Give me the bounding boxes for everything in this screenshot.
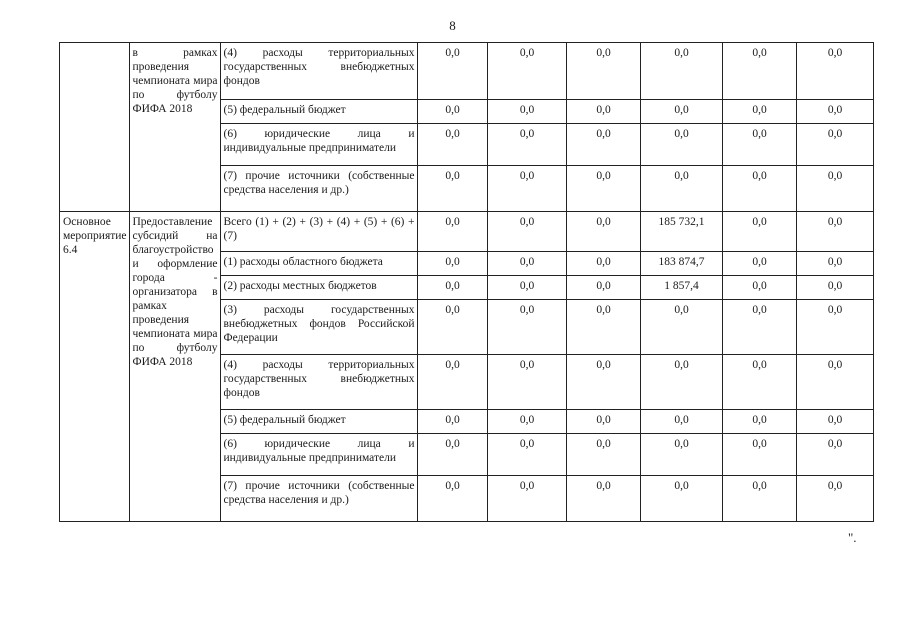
table-row [60, 212, 874, 252]
amount-cell: 0,0 [722, 355, 796, 410]
amount-cell: 0,0 [722, 300, 796, 355]
amount-cell: 0,0 [796, 355, 873, 410]
amount-cell: 0,0 [417, 300, 487, 355]
amount-cell: 0,0 [417, 355, 487, 410]
closing-quote-mark: ". [848, 530, 857, 545]
amount-cell: 0,0 [417, 252, 487, 276]
amount-cell: 0,0 [796, 100, 873, 124]
amount-cell: 1 857,4 [640, 276, 722, 300]
amount-cell: 0,0 [722, 124, 796, 166]
funding-source-cell: (6) юридические лица и индивидуальные предприниматели [220, 434, 417, 476]
table-row [60, 43, 874, 100]
amount-cell: 0,0 [796, 212, 873, 252]
amount-cell: 0,0 [722, 43, 796, 100]
amount-cell: 185 732,1 [640, 212, 722, 252]
amount-cell: 0,0 [566, 476, 640, 522]
amount-cell: 0,0 [566, 43, 640, 100]
activity-description-cell: в рамках проведения чемпионата мира по футболу ФИФА 2018 [129, 43, 220, 212]
amount-cell: 0,0 [487, 100, 566, 124]
amount-cell: 0,0 [417, 410, 487, 434]
funding-source-cell: (6) юридические лица и индивидуальные предприниматели [220, 124, 417, 166]
amount-cell: 0,0 [417, 166, 487, 212]
amount-cell: 0,0 [487, 276, 566, 300]
amount-cell: 0,0 [722, 166, 796, 212]
amount-cell: 0,0 [487, 212, 566, 252]
amount-cell: 0,0 [640, 434, 722, 476]
amount-cell: 0,0 [487, 410, 566, 434]
amount-cell: 0,0 [417, 434, 487, 476]
amount-cell: 0,0 [640, 100, 722, 124]
amount-cell: 0,0 [487, 434, 566, 476]
amount-cell: 0,0 [796, 410, 873, 434]
funding-source-cell: (4) расходы территориальных государственных внебюджетных фондов [220, 43, 417, 100]
funding-source-cell: (2) расходы местных бюджетов [220, 276, 417, 300]
budget-table [59, 42, 874, 522]
amount-cell: 0,0 [487, 166, 566, 212]
amount-cell: 0,0 [722, 476, 796, 522]
activity-name-cell [60, 43, 130, 212]
amount-cell: 0,0 [487, 43, 566, 100]
funding-source-cell: (3) расходы государственных внебюджетных фондов Российской Федерации [220, 300, 417, 355]
amount-cell: 0,0 [566, 124, 640, 166]
amount-cell: 0,0 [566, 410, 640, 434]
funding-source-cell: (1) расходы областного бюджета [220, 252, 417, 276]
funding-source-cell: (5) федеральный бюджет [220, 410, 417, 434]
amount-cell: 0,0 [640, 476, 722, 522]
amount-cell: 0,0 [796, 434, 873, 476]
amount-cell: 0,0 [722, 276, 796, 300]
activity-name-cell: Основное мероприятие 6.4 [60, 212, 130, 522]
funding-source-cell: (4) расходы территориальных государственных внебюджетных фондов [220, 355, 417, 410]
amount-cell: 0,0 [417, 476, 487, 522]
amount-cell: 0,0 [640, 124, 722, 166]
funding-source-cell: (7) прочие источники (собственные средства населения и др.) [220, 476, 417, 522]
amount-cell: 0,0 [487, 355, 566, 410]
amount-cell: 0,0 [566, 434, 640, 476]
amount-cell: 0,0 [487, 476, 566, 522]
amount-cell: 0,0 [640, 300, 722, 355]
amount-cell: 0,0 [566, 276, 640, 300]
amount-cell: 0,0 [417, 100, 487, 124]
activity-description-cell: Предоставление субсидий на благоустройство и оформление города - организатора в рамках проведения чемпионата мира по футболу ФИФА 2018 [129, 212, 220, 522]
amount-cell: 0,0 [722, 434, 796, 476]
amount-cell: 0,0 [487, 300, 566, 355]
funding-source-cell: (5) федеральный бюджет [220, 100, 417, 124]
amount-cell: 0,0 [722, 100, 796, 124]
amount-cell: 0,0 [796, 124, 873, 166]
amount-cell: 0,0 [487, 124, 566, 166]
amount-cell: 0,0 [796, 43, 873, 100]
amount-cell: 183 874,7 [640, 252, 722, 276]
amount-cell: 0,0 [417, 43, 487, 100]
amount-cell: 0,0 [487, 252, 566, 276]
amount-cell: 0,0 [566, 100, 640, 124]
amount-cell: 0,0 [640, 43, 722, 100]
amount-cell: 0,0 [796, 252, 873, 276]
amount-cell: 0,0 [417, 276, 487, 300]
amount-cell: 0,0 [796, 476, 873, 522]
page-number: 8 [449, 18, 456, 33]
amount-cell: 0,0 [566, 212, 640, 252]
amount-cell: 0,0 [796, 276, 873, 300]
amount-cell: 0,0 [417, 212, 487, 252]
funding-source-cell: Всего (1) + (2) + (3) + (4) + (5) + (6) + (7) [220, 212, 417, 252]
amount-cell: 0,0 [566, 166, 640, 212]
amount-cell: 0,0 [722, 252, 796, 276]
amount-cell: 0,0 [640, 355, 722, 410]
amount-cell: 0,0 [796, 300, 873, 355]
amount-cell: 0,0 [566, 300, 640, 355]
amount-cell: 0,0 [417, 124, 487, 166]
amount-cell: 0,0 [722, 410, 796, 434]
funding-source-cell: (7) прочие источники (собственные средства населения и др.) [220, 166, 417, 212]
amount-cell: 0,0 [566, 355, 640, 410]
amount-cell: 0,0 [722, 212, 796, 252]
amount-cell: 0,0 [796, 166, 873, 212]
amount-cell: 0,0 [640, 166, 722, 212]
amount-cell: 0,0 [566, 252, 640, 276]
amount-cell: 0,0 [640, 410, 722, 434]
